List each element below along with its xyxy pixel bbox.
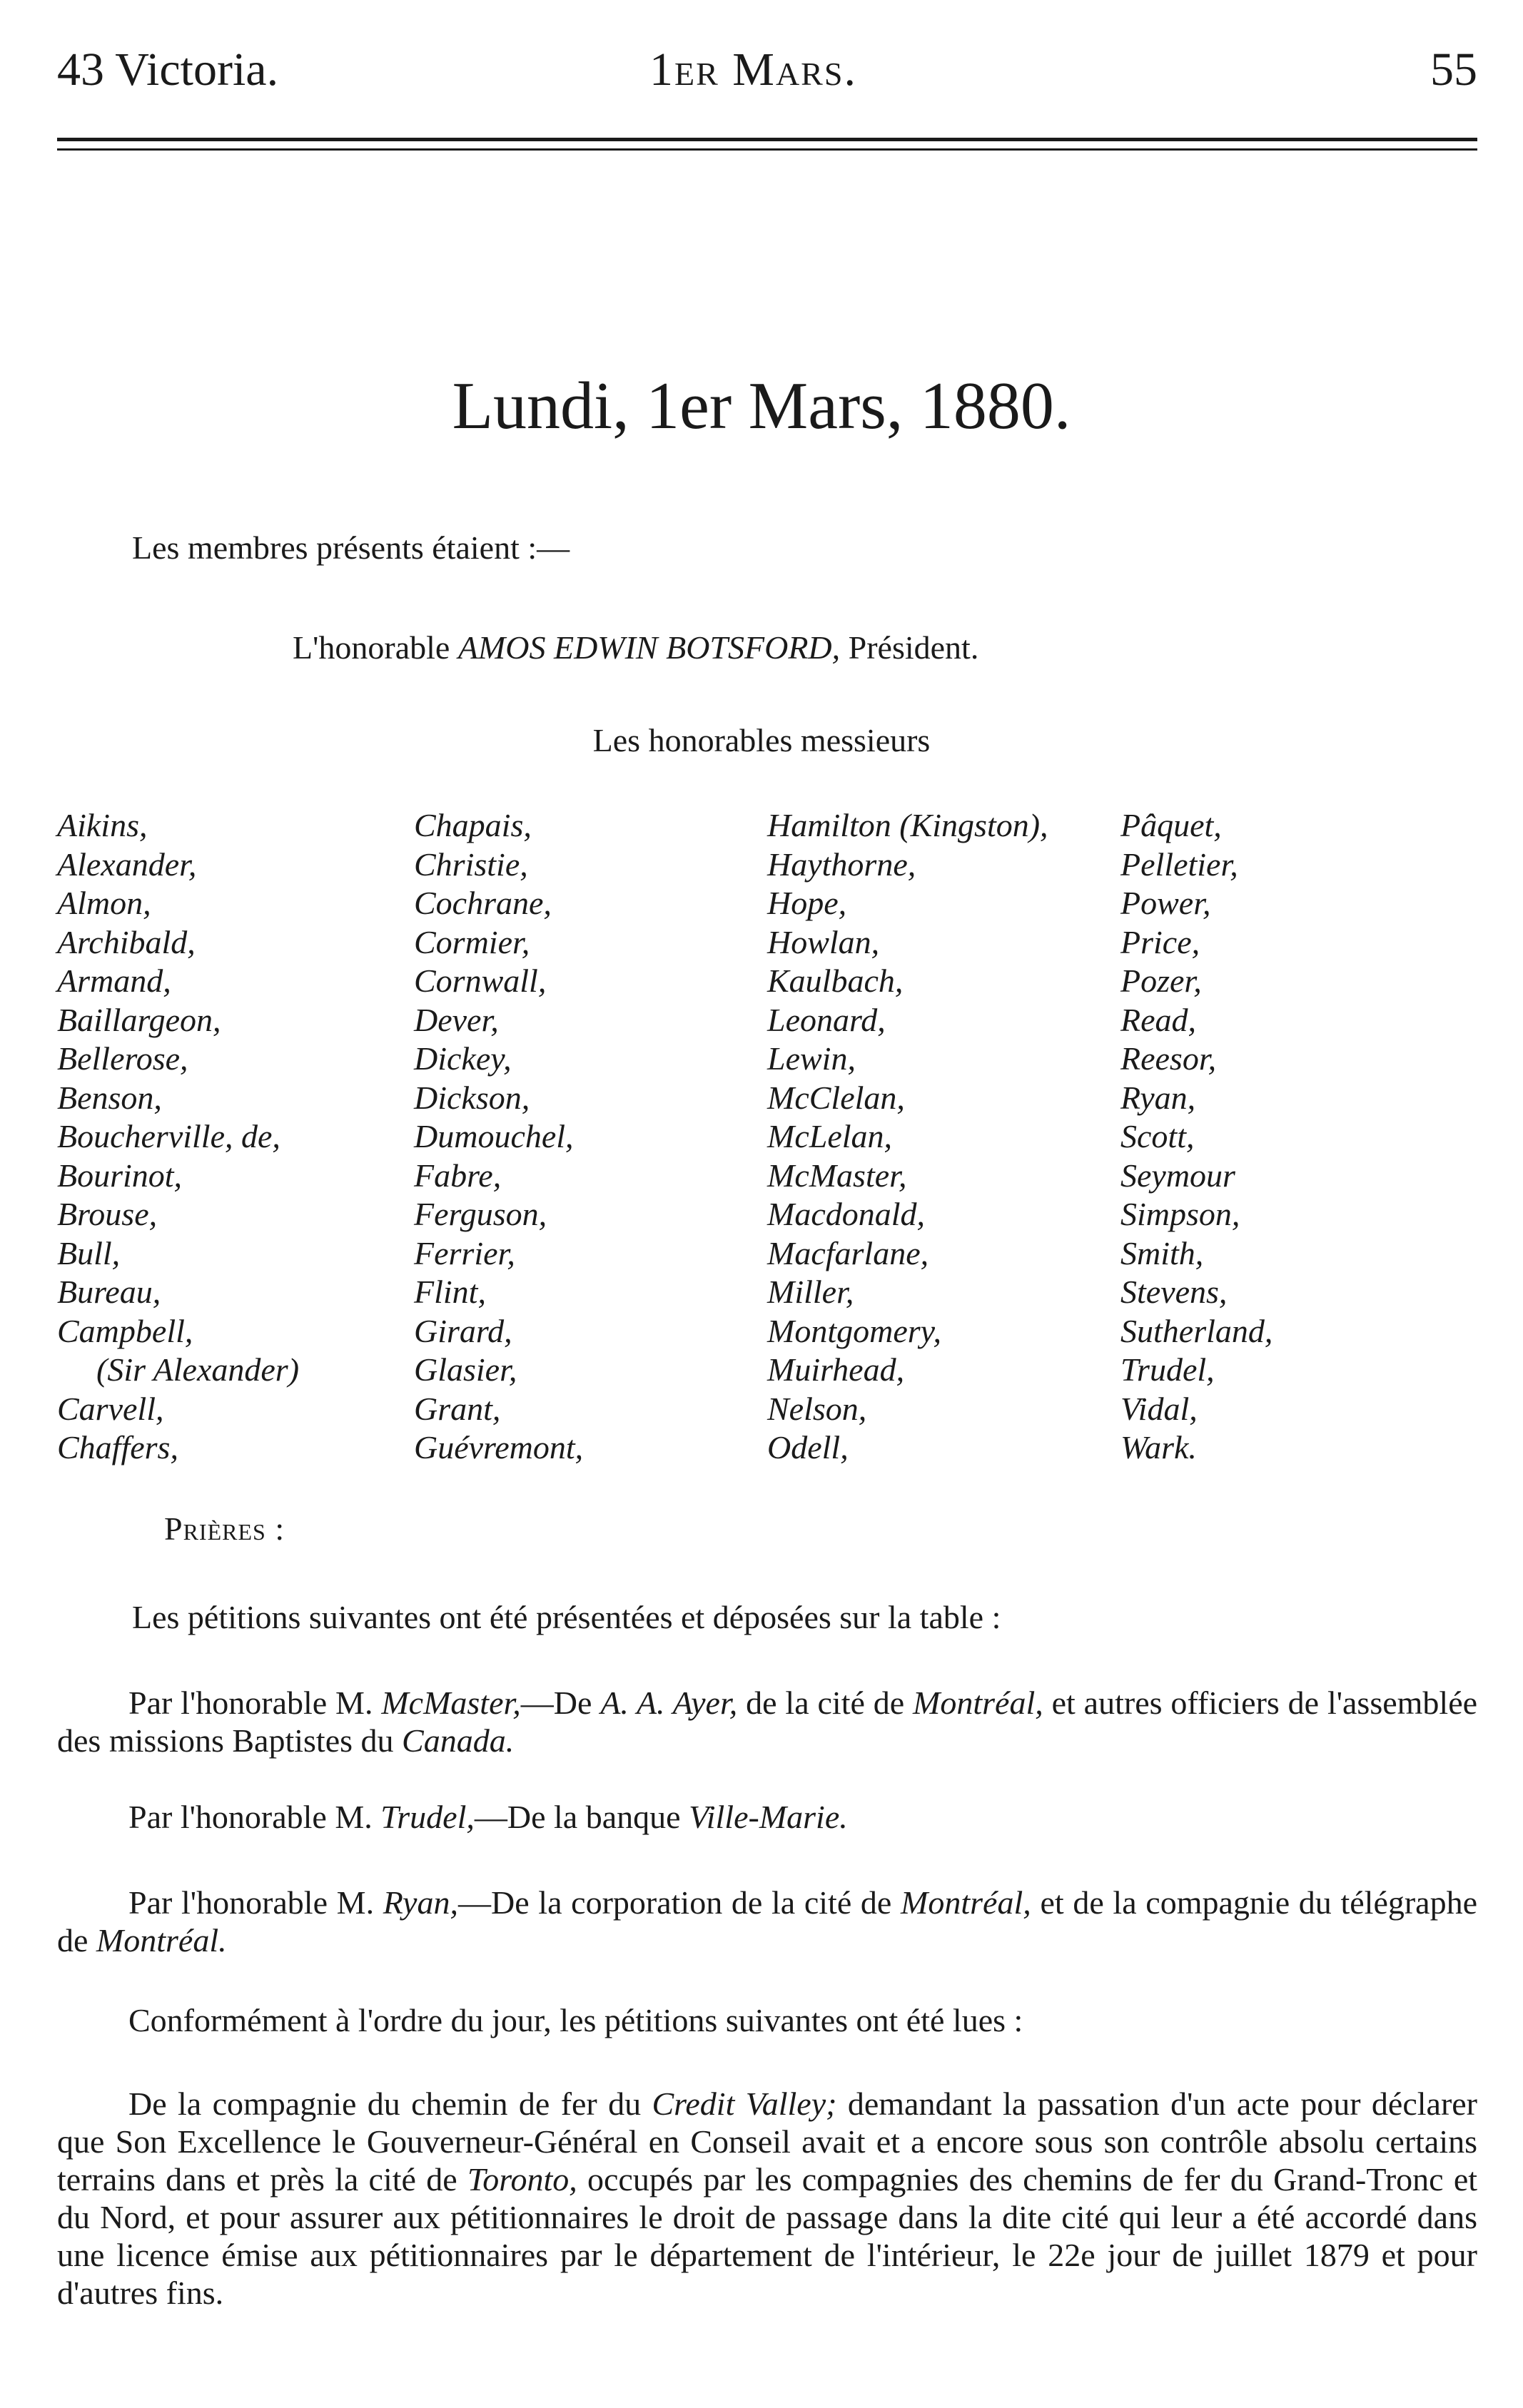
member-name: Pelletier, xyxy=(1120,845,1238,883)
petition-trudel xyxy=(57,1798,1477,1836)
member-name: Archibald, xyxy=(57,923,196,960)
member-name: Price, xyxy=(1120,923,1200,960)
member-name: Seymour xyxy=(1120,1157,1235,1194)
place-name: Montréal, xyxy=(913,1685,1043,1721)
member-name: Dickson, xyxy=(414,1079,530,1116)
members-column-3 xyxy=(767,806,1048,1468)
member-name: Pozer, xyxy=(1120,962,1202,999)
page-number: 55 xyxy=(1430,44,1477,96)
member-name: Read, xyxy=(1120,1001,1197,1038)
member-name: Bourinot, xyxy=(57,1157,183,1194)
members-column-4 xyxy=(1120,806,1272,1468)
petition-text: —De la corporation de la cité de xyxy=(457,1884,892,1921)
member-name: Christie, xyxy=(414,845,528,883)
member-name: Baillargeon, xyxy=(57,1001,221,1038)
page-title: Lundi, 1er Mars, 1880. xyxy=(452,369,1071,443)
petition-text: —De xyxy=(520,1685,592,1721)
petition-text: et de la compagnie du télégraphe de xyxy=(57,1884,1478,1959)
place-name: Toronto, xyxy=(467,2161,577,2198)
member-name: Carvell, xyxy=(57,1390,164,1427)
member-name: Glasier, xyxy=(414,1351,517,1388)
member-name: Campbell, xyxy=(57,1312,193,1349)
company-name: Credit Valley; xyxy=(652,2086,837,2122)
member-name: Hamilton (Kingston), xyxy=(767,807,1048,843)
member-name: Macdonald, xyxy=(767,1196,926,1232)
member-name: Girard, xyxy=(414,1312,512,1349)
prayers-heading: Prières : xyxy=(164,1510,285,1547)
member-name: Benson, xyxy=(57,1079,162,1116)
petition-text: de la cité de xyxy=(746,1685,905,1721)
member-name: Fabre, xyxy=(414,1157,502,1194)
member-name: Bull, xyxy=(57,1234,121,1271)
petition-text: Par l'honorable M. xyxy=(128,1799,373,1835)
member-name: Brouse, xyxy=(57,1196,158,1232)
member-name: Ryan, xyxy=(1120,1079,1196,1116)
members-column-1 xyxy=(57,806,299,1468)
petition-mcmaster xyxy=(57,1684,1477,1759)
member-name: Bureau, xyxy=(57,1274,161,1310)
place-name: Montréal. xyxy=(96,1922,227,1959)
running-header xyxy=(57,43,1477,107)
member-name: Almon, xyxy=(57,885,151,921)
read-petition-credit-valley xyxy=(57,2085,1477,2312)
member-name: Odell, xyxy=(767,1429,849,1465)
petition-ryan xyxy=(57,1884,1477,1959)
place-name: Canada. xyxy=(402,1722,515,1759)
member-name: Flint, xyxy=(414,1274,486,1310)
honorables-label: Les honorables messieurs xyxy=(592,722,931,758)
senator-name: McMaster, xyxy=(381,1685,521,1721)
senator-name: Ryan, xyxy=(383,1884,458,1921)
member-name: Smith, xyxy=(1120,1234,1204,1271)
member-name-continuation: (Sir Alexander) xyxy=(96,1351,300,1388)
member-name: Hope, xyxy=(767,885,847,921)
member-name: Stevens, xyxy=(1120,1274,1228,1310)
petition-text: De la compagnie du chemin de fer du xyxy=(128,2086,642,2122)
member-name: Cornwall, xyxy=(414,962,547,999)
senator-name: Trudel, xyxy=(380,1799,475,1835)
member-name: Bellerose, xyxy=(57,1040,188,1077)
header-rule-thick xyxy=(57,138,1477,141)
member-name: Ferrier, xyxy=(414,1234,515,1271)
petition-text: —De la banque xyxy=(474,1799,681,1835)
president-name: AMOS EDWIN BOTSFORD, xyxy=(457,629,841,666)
member-name: Leonard, xyxy=(767,1001,886,1038)
member-name: Pâquet, xyxy=(1120,807,1222,843)
member-name: Boucherville, de, xyxy=(57,1118,280,1154)
members-intro: Les membres présents étaient :— xyxy=(132,529,570,566)
petition-text: Par l'honorable M. xyxy=(128,1884,375,1921)
member-name: Lewin, xyxy=(767,1040,856,1077)
member-name: Aikins, xyxy=(57,807,148,843)
members-list xyxy=(57,806,1477,1463)
president-line xyxy=(293,628,978,668)
petitioner-name: A. A. Ayer, xyxy=(600,1685,738,1721)
header-session: 43 Victoria. xyxy=(57,44,279,96)
president-prefix: L'honorable xyxy=(293,629,450,666)
member-name: Grant, xyxy=(414,1390,501,1427)
member-name: Dever, xyxy=(414,1001,499,1038)
member-name: Scott, xyxy=(1120,1118,1195,1154)
petition-text: demandant la passation d'un acte pour déclarer que Son Excellence le Gouverneur-Général en Conseil avait et a encore sous son contrôle absolu certains terrains dans et près la cité de xyxy=(57,2086,1477,2198)
members-column-2 xyxy=(414,806,583,1468)
member-name: Dumouchel, xyxy=(414,1118,574,1154)
member-name: Haythorne, xyxy=(767,845,916,883)
president-title: Président. xyxy=(848,629,979,666)
member-name: Cochrane, xyxy=(414,885,552,921)
member-name: McMaster, xyxy=(767,1157,907,1194)
member-name: Armand, xyxy=(57,962,171,999)
member-name: Sutherland, xyxy=(1120,1312,1273,1349)
member-name: McLelan, xyxy=(767,1118,893,1154)
member-name: Power, xyxy=(1120,885,1211,921)
member-name: Trudel, xyxy=(1120,1351,1215,1388)
member-name: Kaulbach, xyxy=(767,962,904,999)
member-name: Alexander, xyxy=(57,845,197,883)
petition-text: Par l'honorable M. xyxy=(128,1685,373,1721)
place-name: Montréal, xyxy=(901,1884,1031,1921)
member-name: Dickey, xyxy=(414,1040,512,1077)
member-name: Wark. xyxy=(1120,1429,1197,1465)
member-name: Chapais, xyxy=(414,807,532,843)
member-name: Macfarlane, xyxy=(767,1234,929,1271)
petitions-intro: Les pétitions suivantes ont été présentées et déposées sur la table : xyxy=(132,1599,1001,1635)
order-of-day: Conformément à l'ordre du jour, les pétitions suivantes ont été lues : xyxy=(128,2002,1023,2038)
petitioner-name: Ville-Marie. xyxy=(689,1799,848,1835)
header-date: 1er Mars. xyxy=(649,44,857,96)
header-rule-thin xyxy=(57,148,1477,151)
member-name: Chaffers, xyxy=(57,1429,178,1465)
member-name: Nelson, xyxy=(767,1390,867,1427)
petition-text: et autres officiers de l'assemblée des missions Baptistes du xyxy=(57,1685,1478,1759)
petition-text: occupés par les compagnies des chemins de fer du Grand-Tronc et du Nord, et pour assurer aux pétitionnaires le droit de passage dans la dite cité qui leur a été accordé dans une licence émise aux pétitionnaires par le département de l'intérieur, le 22e jour de juillet 1879 et pour d'autres fins. xyxy=(57,2161,1478,2311)
member-name: Muirhead, xyxy=(767,1351,905,1388)
member-name: Howlan, xyxy=(767,923,880,960)
member-name: McClelan, xyxy=(767,1079,905,1116)
member-name: Guévremont, xyxy=(414,1429,584,1465)
member-name: Reesor, xyxy=(1120,1040,1217,1077)
member-name: Cormier, xyxy=(414,923,530,960)
member-name: Vidal, xyxy=(1120,1390,1198,1427)
member-name: Ferguson, xyxy=(414,1196,547,1232)
member-name: Miller, xyxy=(767,1274,854,1310)
member-name: Simpson, xyxy=(1120,1196,1240,1232)
member-name: Montgomery, xyxy=(767,1312,942,1349)
